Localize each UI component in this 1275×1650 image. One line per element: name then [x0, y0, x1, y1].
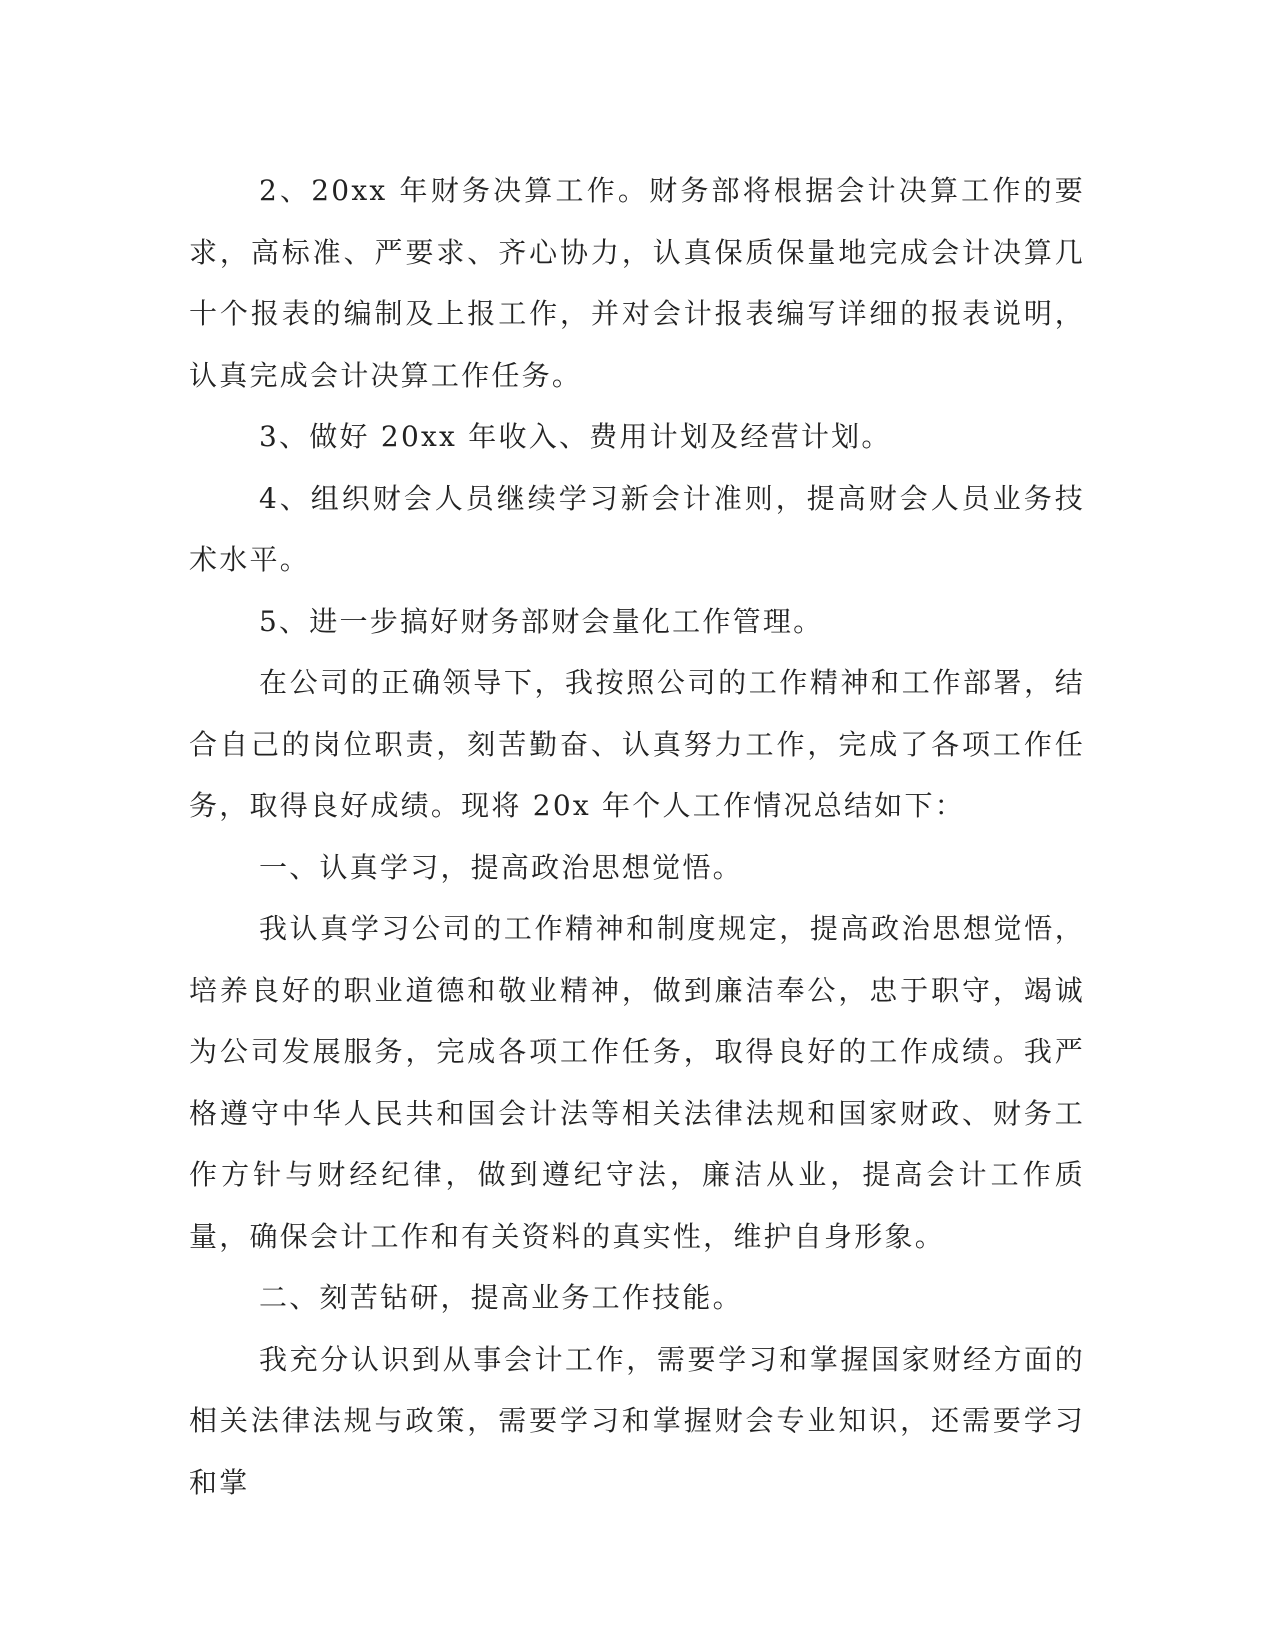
paragraph-section-2: 我充分认识到从事会计工作，需要学习和掌握国家财经方面的相关法律法规与政策，需要学习和掌握财会专业知识，还需要学习和掌 — [189, 1342, 1085, 1499]
paragraph-item-2: 2、20xx 年财务决算工作。财务部将根据会计决算工作的要求，高标准、严要求、齐心协力，认真保质保量地完成会计决算几十个报表的编制及上报工作，并对会计报表编写详细的报表说明，认真完成会计决算工作任务。 — [189, 174, 1085, 392]
section-heading-2: 二、刻苦钻研，提高业务工作技能。 — [259, 1281, 743, 1314]
paragraph-item-5: 5、进一步搞好财务部财会量化工作管理。 — [259, 604, 824, 638]
paragraph-item-4: 4、组织财会人员继续学习新会计准则，提高财会人员业务技术水平。 — [189, 481, 1085, 576]
paragraph-section-1: 我认真学习公司的工作精神和制度规定，提高政治思想觉悟，培养良好的职业道德和敬业精神，做到廉洁奉公，忠于职守，竭诚为公司发展服务，完成各项工作任务，取得良好的工作成绩。我严格遵守中华人民共和国会计法等相关法律法规和国家财政、财务工作方针与财经纪律，做到遵纪守法，廉洁从业，提高会计工作质量，确保会计工作和有关资料的真实性，维护自身形象。 — [189, 912, 1085, 1253]
paragraph-item-3: 3、做好 20xx 年收入、费用计划及经营计划。 — [259, 420, 892, 453]
section-heading-1: 一、认真学习，提高政治思想觉悟。 — [259, 850, 743, 884]
paragraph-summary-intro: 在公司的正确领导下，我按照公司的工作精神和工作部署，结合自己的岗位职责，刻苦勤奋、认真努力工作，完成了各项工作任务，取得良好成绩。现将 20x 年个人工作情况总结如下： — [189, 666, 1085, 822]
document-body — [189, 160, 1085, 1513]
